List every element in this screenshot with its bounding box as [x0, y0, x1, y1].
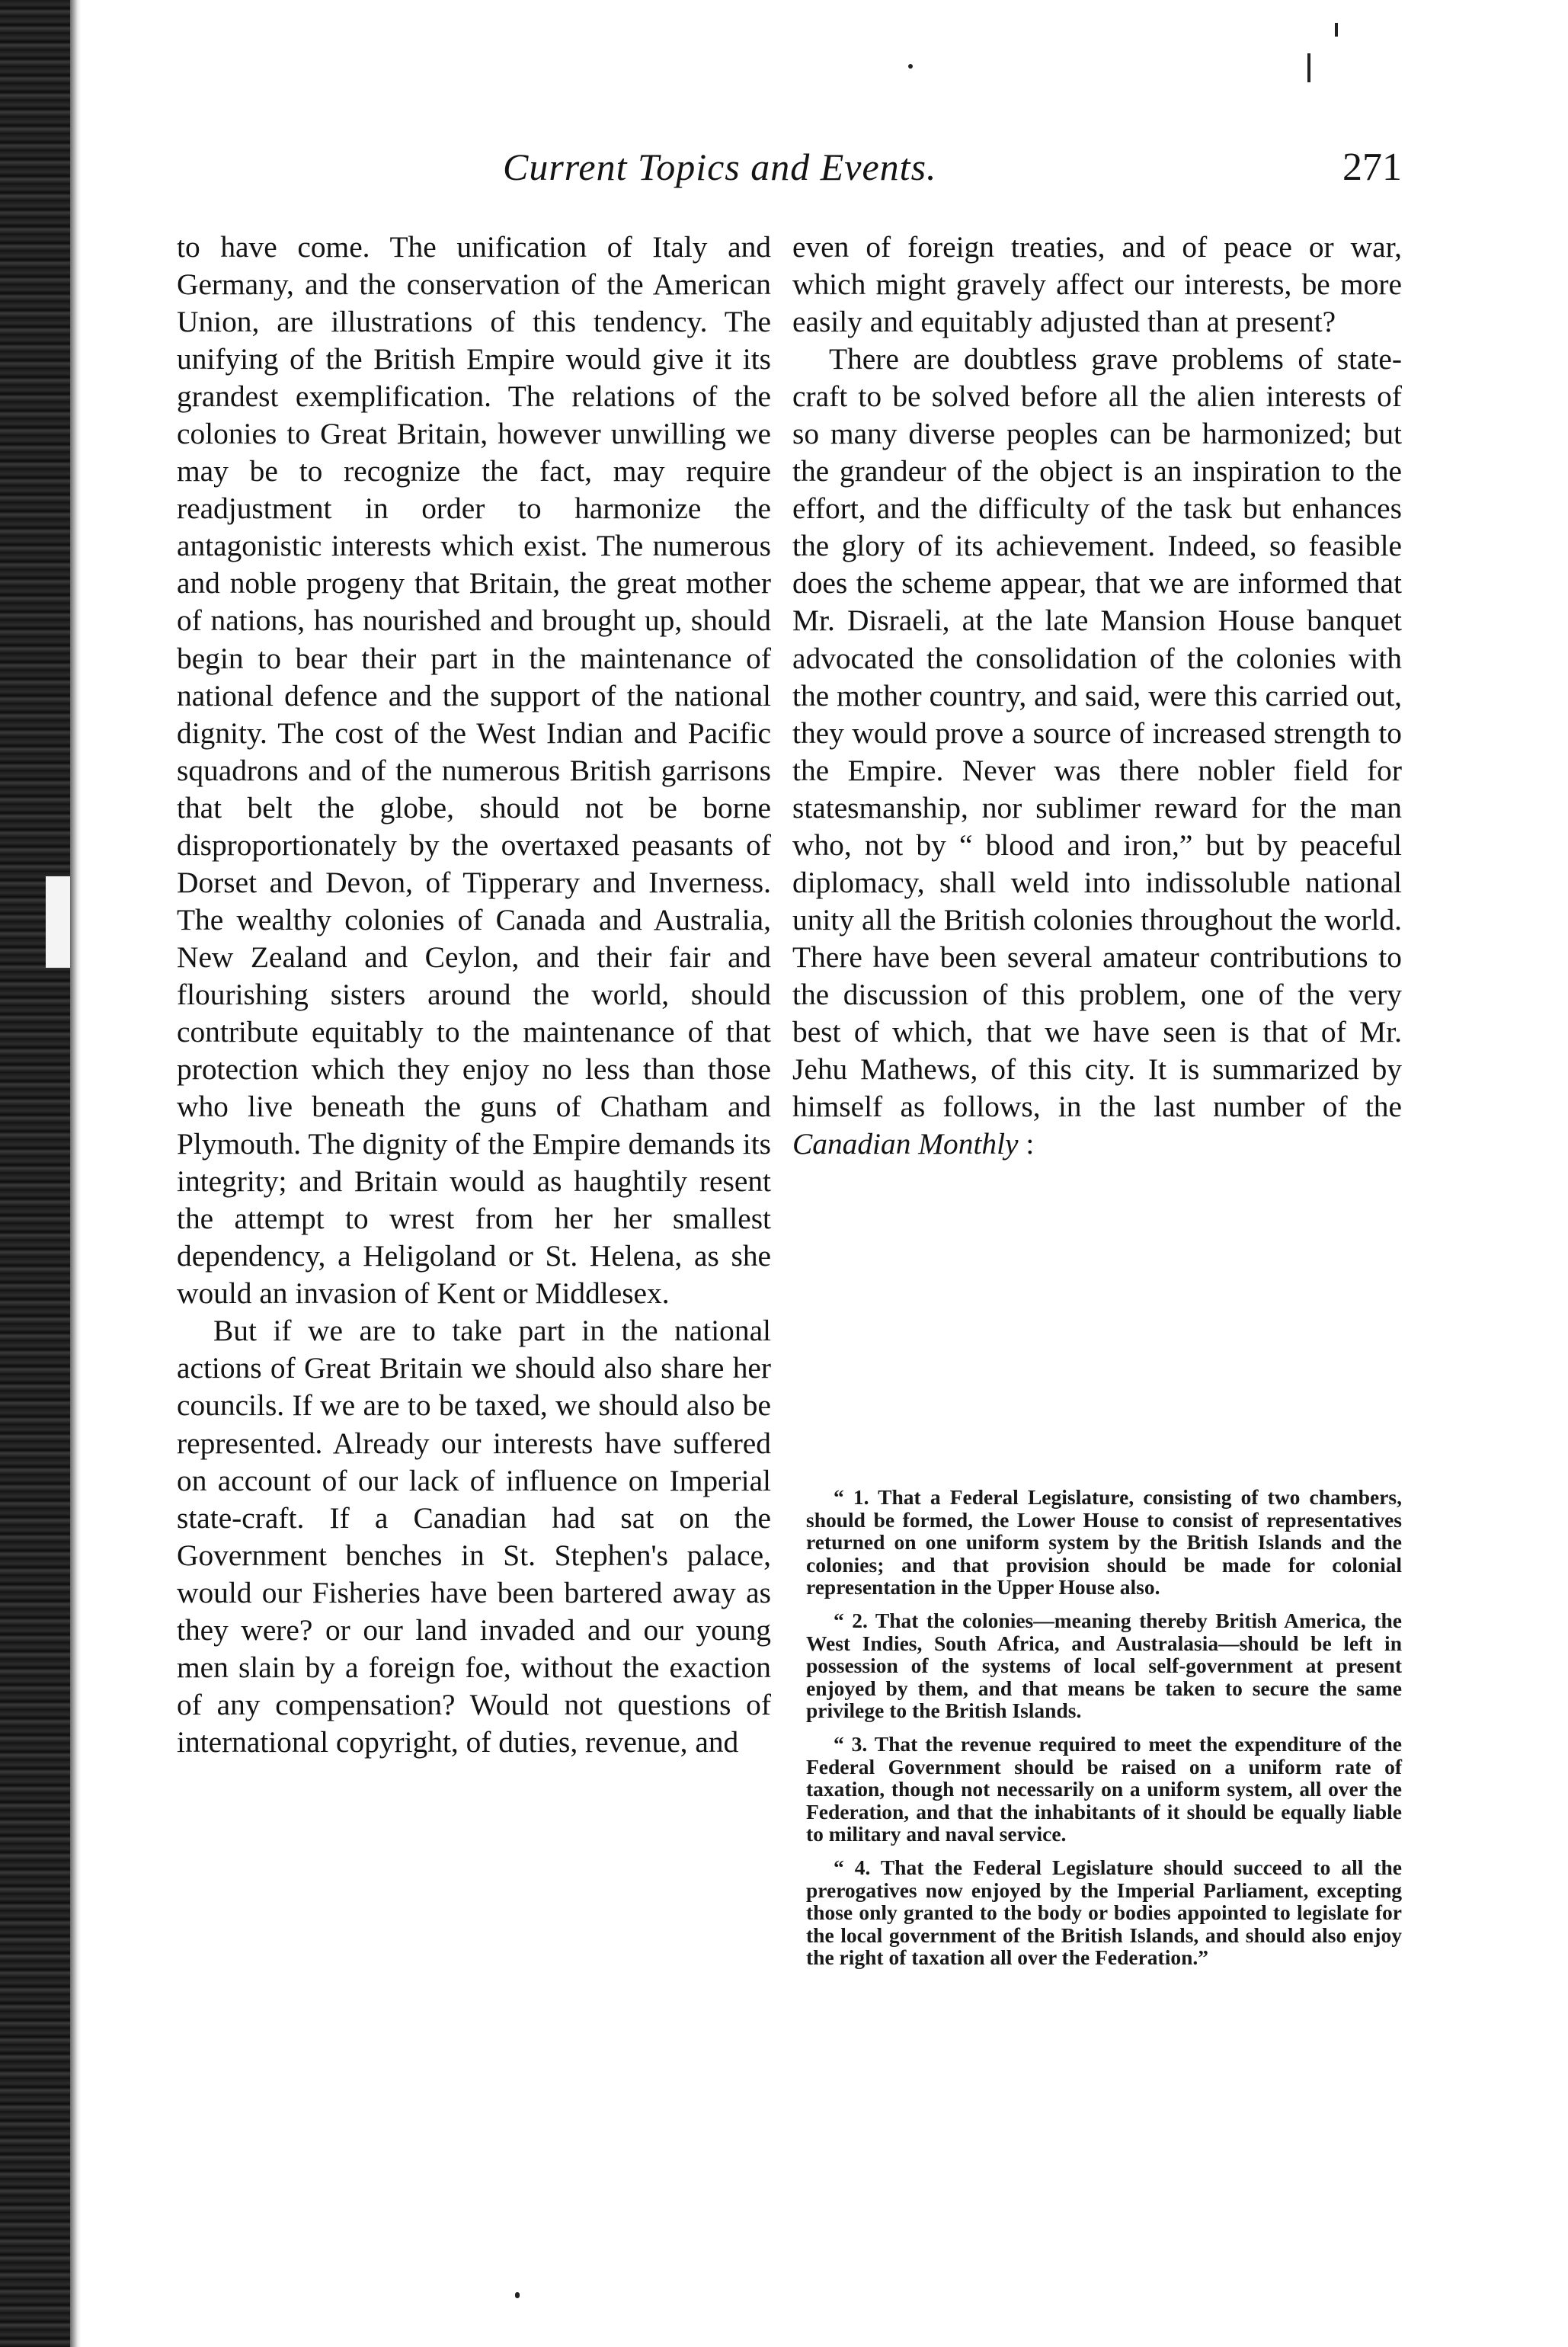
paragraph-text-end: :	[1018, 1127, 1035, 1161]
running-title: Current Topics and Events.	[503, 146, 937, 188]
scan-speck	[1307, 53, 1310, 82]
resolution-item: “ 1. That a Federal Legislature, consisting of two chambers, should be formed, the Lower House to consist of representatives returned on one uniform system by the British Islands and the colonies; and that provision should be made for colonial representation in the Upper House also.	[806, 1485, 1402, 1599]
running-head	[503, 145, 1402, 206]
resolution-item: “ 2. That the colonies—meaning thereby British America, the West Indies, South Africa, and Australasia—should be left in possession of the systems of local self-government at present enjoyed by them, and that means be taken to secure the same privilege to the British Islands.	[806, 1608, 1402, 1723]
journal-title: Canadian Monthly	[792, 1127, 1019, 1161]
right-column	[792, 229, 1402, 1163]
paragraph: even of foreign treaties, and of peace or war, which might gravely affect our interests, be more easily and equitably adjusted than at present?	[792, 230, 1402, 339]
scan-speck	[908, 64, 913, 69]
resolution-item: “ 3. That the revenue required to meet the expenditure of the Federal Government should be raised on a uniform rate of taxation, though not necessarily on a uniform system, all over the Federation, and that the inhabitants of it should be equally liable to military and naval service.	[806, 1731, 1402, 1846]
scan-speck	[515, 2292, 520, 2298]
quoted-resolutions	[806, 1486, 1402, 1980]
page-number: 271	[1342, 146, 1402, 189]
scan-speck	[1335, 23, 1338, 37]
binding-paper-gap	[46, 876, 72, 968]
book-binding-gutter	[0, 0, 70, 2347]
left-column	[177, 229, 771, 1761]
paragraph-text: There are doubtless grave problems of state-craft to be solved before all the alien interests of so many diverse peoples can be harmonized; but the grandeur of the object is an inspiration to the effort, and the difficulty of the task but enhances the glory of its achievement. Indeed, so feasible does the scheme appear, that we are informed that Mr. Disraeli, at the late Mansion House banquet advocated the consolidation of the colonies with the mother country, and said, were this carried out, they would prove a source of increased strength to the Empire. Never was there nobler field for statesmanship, nor sublimer reward for the man who, not by “ blood and iron,” but by peaceful diplomacy, shall weld into indissoluble national unity all the British colonies throughout the world. There have been several amateur contributions to the discussion of this problem, one of the very best of which, that we have seen is that of Mr. Jehu Mathews, of this city. It is summarized by himself as follows, in the last number of the	[792, 342, 1402, 1124]
binding-shadow	[70, 0, 81, 2347]
paragraph	[792, 341, 1402, 1163]
resolution-item: “ 4. That the Federal Legislature should succeed to all the prerogatives now enjoyed by the Imperial Parliament, excepting those only granted to the body or bodies appointed to legislate for the local government of the British Islands, and should also enjoy the right of taxation all over the Federation.”	[806, 1855, 1402, 1970]
paragraph: But if we are to take part in the national actions of Great Britain we should also share her councils. If we are to be taxed, we should also be represented. Already our interests have suffered on account of our lack of influence on Imperial state-craft. If a Canadian had sat on the Government benches in St. Stephen's palace, would our Fisheries have been bartered away as they were? or our land invaded and our young men slain by a foreign foe, without the exaction of any compensation? Would not questions of international copyright, of duties, revenue, and	[177, 1314, 771, 1759]
paragraph: to have come. The unification of Italy and Germany, and the conservation of the American Union, are illustrations of this tendency. The unifying of the British Empire would give it its grandest exemplification. The relations of the colonies to Great Britain, however unwilling we may be to recognize the fact, may require readjustment in order to harmonize the antagonistic interests which exist. The numerous and noble progeny that Britain, the great mother of nations, has nourished and brought up, should begin to bear their part in the maintenance of national defence and the support of the national dignity. The cost of the West Indian and Pacific squadrons and of the numerous British garrisons that belt the globe, should not be borne disproportionately by the overtaxed peasants of Dorset and Devon, of Tipperary and Inverness. The wealthy colonies of Canada and Australia, New Zealand and Ceylon, and their fair and flourishing sisters around the world, should contribute equitably to the maintenance of that protection which they enjoy no less than those who live beneath the guns of Chatham and Plymouth. The dignity of the Empire demands its integrity; and Britain would as haughtily resent the attempt to wrest from her her smallest dependency, a Heligoland or St. Helena, as she would an invasion of Kent or Middlesex.	[177, 230, 771, 1311]
